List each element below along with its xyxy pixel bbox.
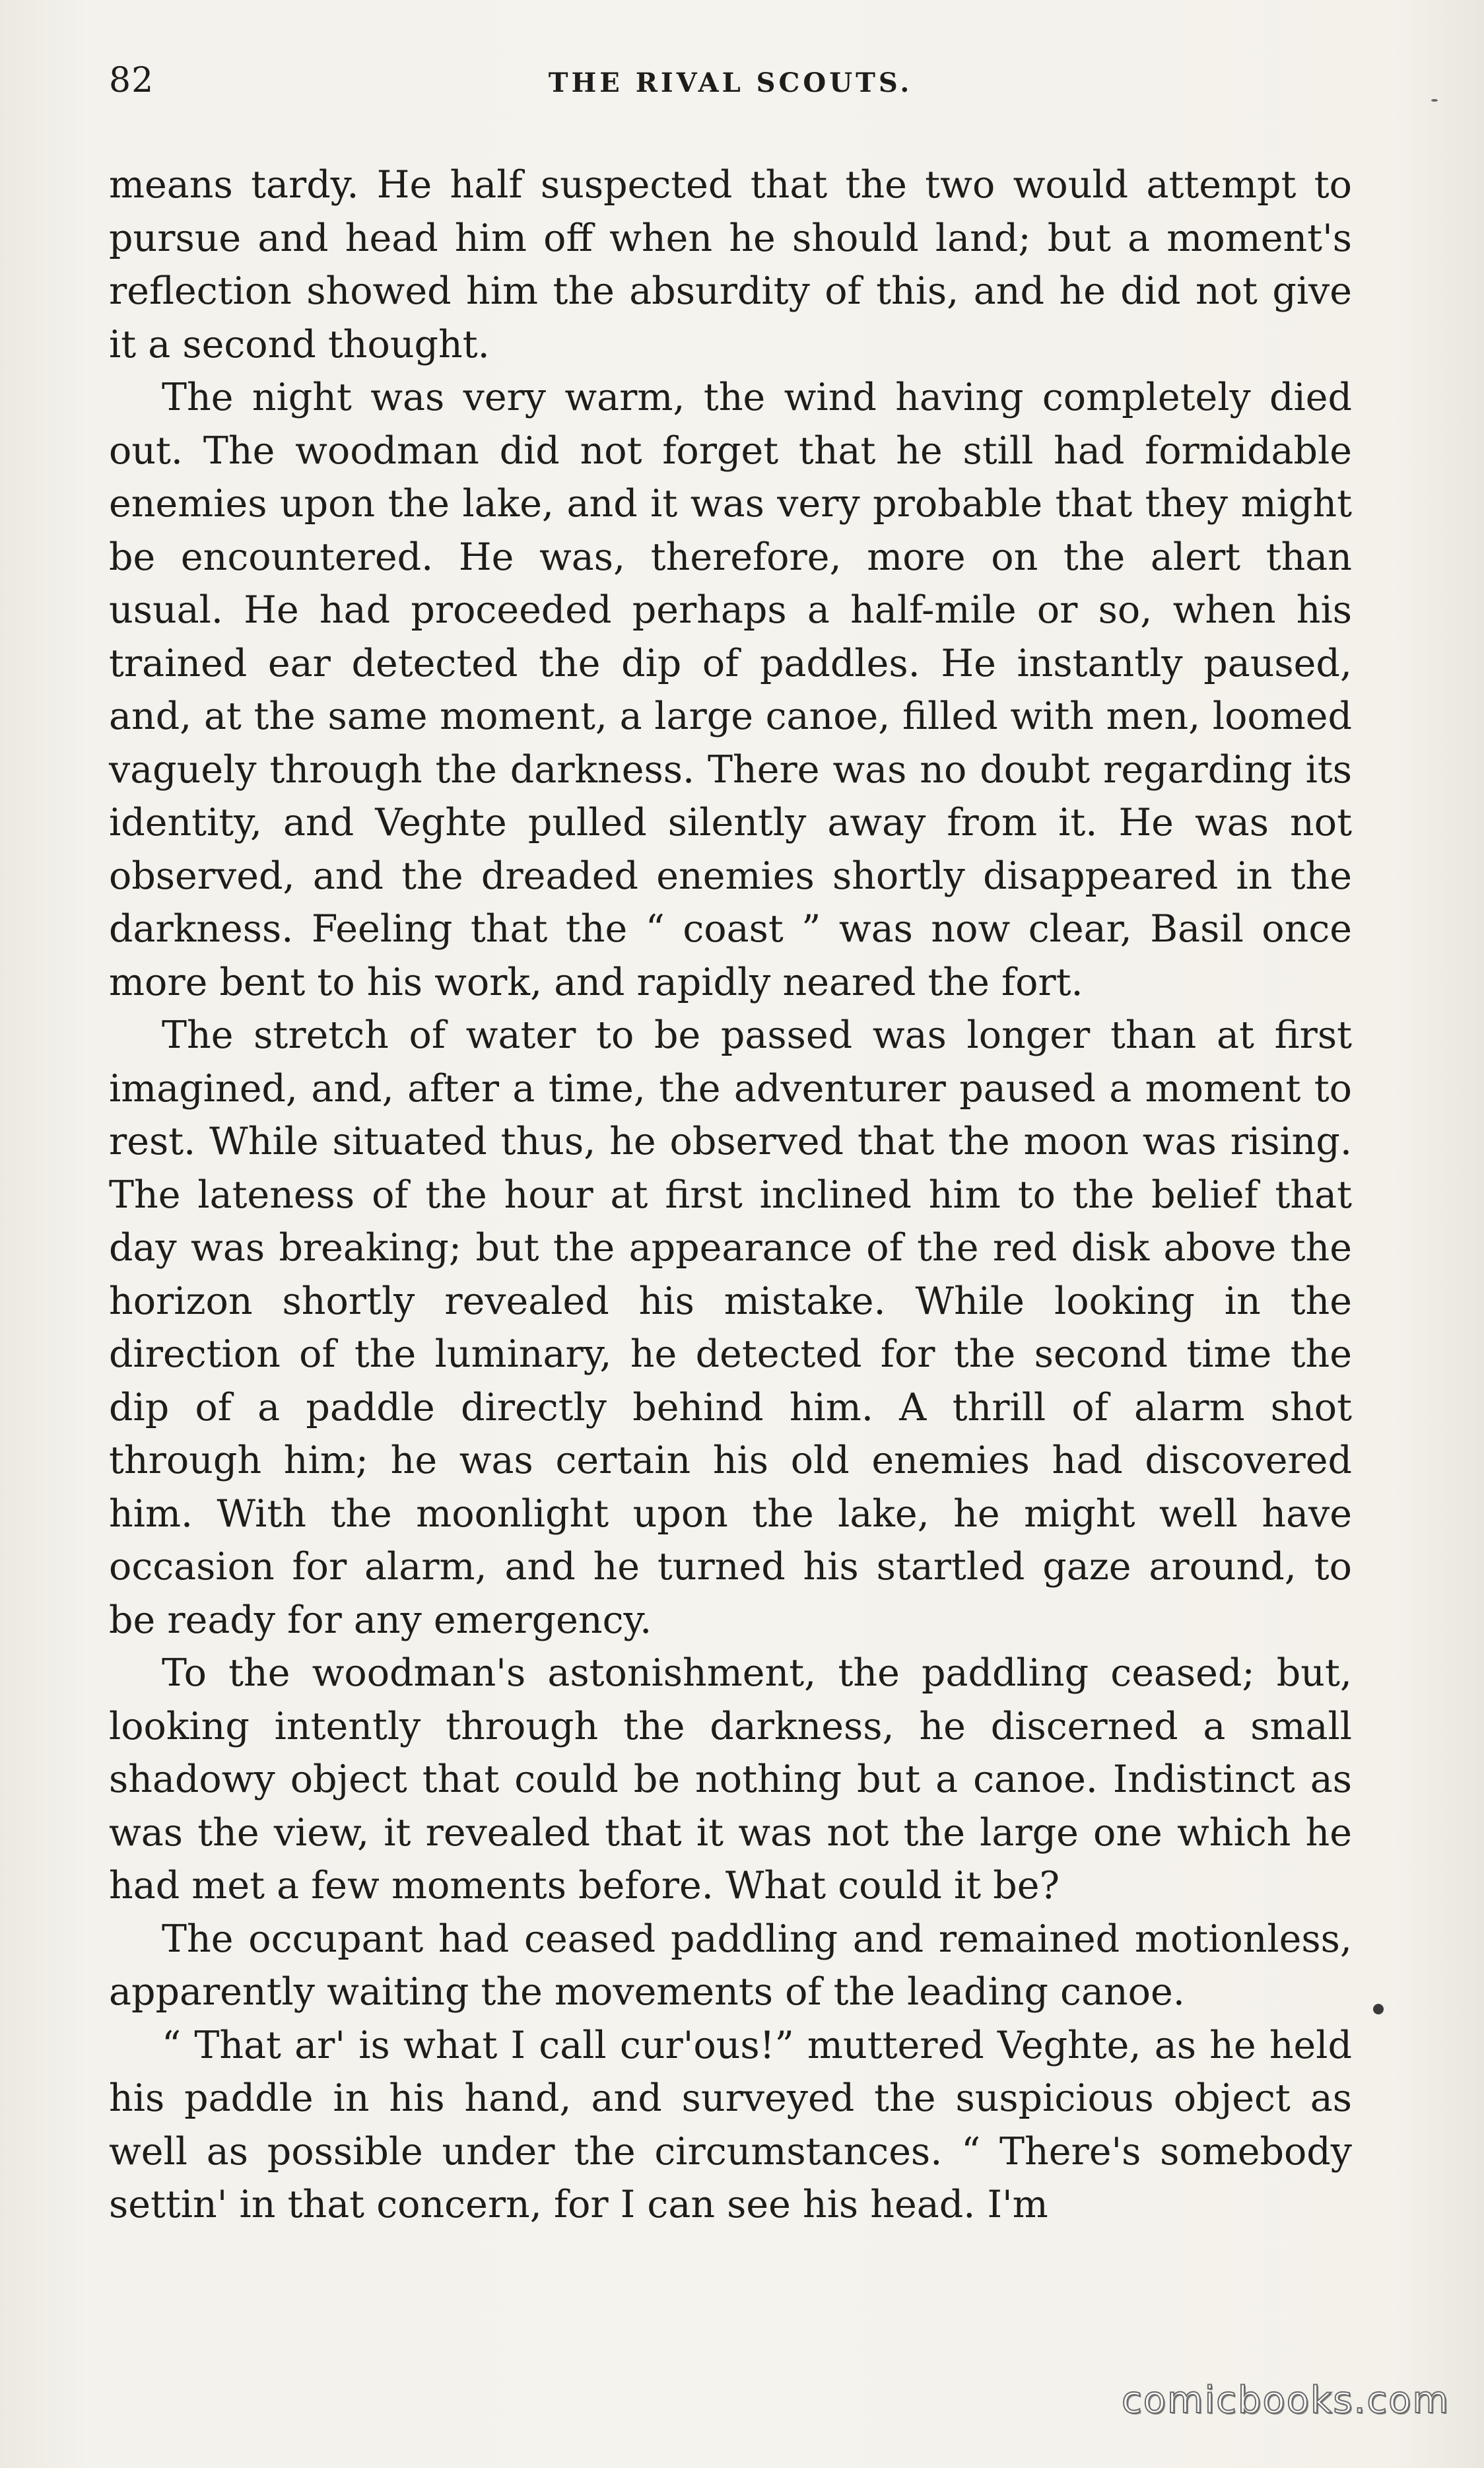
paragraph-4: To the woodman's astonishment, the paddling ceased; but, looking intently through the darkness, he discerned a small shadowy object that could be nothing but a canoe. Indistinct as was the view, it revealed that it was not the large one which he had met a few moments before. What could it be?	[109, 1651, 1352, 1907]
page-number: 82	[109, 61, 154, 100]
paragraph-3: The stretch of water to be passed was longer than at first imagined, and, after a time, the adventurer paused a moment to rest. While situated thus, he observed that the moon was rising. The lateness of the hour at first inclined him to the belief that day was breaking; but the appearance of the red disk above the horizon shortly revealed his mistake. While looking in the direction of the luminary, he detected for the second time the dip of a paddle directly behind him. A thrill of alarm shot through him; he was certain his old enemies had discovered him. With the moonlight upon the lake, he might well have occasion for alarm, and he turned his startled gaze around, to be ready for any emergency.	[109, 1013, 1352, 1642]
paragraph-5: The occupant had ceased paddling and remained motionless, apparently waiting the movements of the leading canoe.	[109, 1917, 1352, 2014]
ink-speck	[1373, 2004, 1384, 2014]
watermark-logo: comicbooks.com	[1121, 2379, 1450, 2422]
running-head: THE RIVAL SCOUTS.	[548, 67, 913, 98]
ink-speck	[1431, 99, 1438, 102]
paragraph-6: “ That ar' is what I call cur'ous!” muttered Veghte, as he held his paddle in his hand, and surveyed the suspicious object as well as possible under the circumstances. “ There's somebody settin' in that concern, for I can see his head. I'm	[109, 2023, 1352, 2226]
body-text	[109, 158, 1352, 2232]
paragraph-2: The night was very warm, the wind having completely died out. The woodman did not forget that he still had formidable enemies upon the lake, and it was very probable that they might be encountered. He was, therefore, more on the alert than usual. He had proceeded perhaps a half-mile or so, when his trained ear detected the dip of paddles. He instantly paused, and, at the same moment, a large canoe, filled with men, loomed vaguely through the darkness. There was no doubt regarding its identity, and Veghte pulled silently away from it. He was not observed, and the dreaded enemies shortly disappeared in the darkness. Feeling that the “ coast ” was now clear, Basil once more bent to his work, and rapidly neared the fort.	[109, 376, 1352, 1004]
paragraph-1: means tardy. He half suspected that the two would attempt to pursue and head him off when he should land; but a moment's reflection showed him the absurdity of this, and he did not give it a second thought.	[109, 163, 1352, 366]
page-header	[109, 61, 1352, 107]
